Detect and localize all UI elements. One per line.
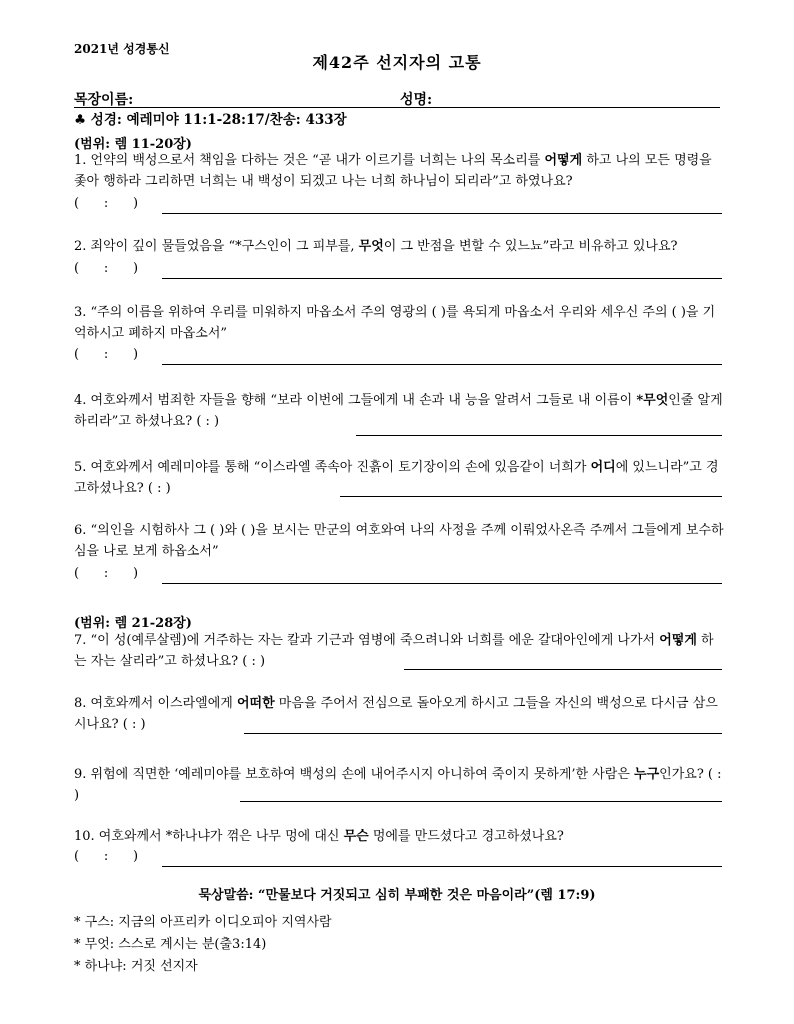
range-label-1: (범위: 렘 11-20장) xyxy=(74,137,192,152)
question-10-keyword: 무슨 xyxy=(343,829,369,844)
answer-6-line[interactable] xyxy=(162,583,722,584)
question-6: 6. “의인을 시험하사 그 ( )와 ( )을 보시는 만군의 여호와여 나의 사정을 주께 이뤄었사온즉 주께서 그들에게 보수하심을 나로 보게 하옵소서” xyxy=(74,523,724,559)
answer-4[interactable] xyxy=(356,418,722,439)
answer-9-line[interactable] xyxy=(240,801,722,802)
question-4: 4. 여호와께서 범죄한 자들을 향해 “보라 이번에 그들에게 내 손과 내 능을 알려서 그들로 내 이름이 *무엇인줄 알게 하리라”고 하셨나요? ( : ) xyxy=(74,393,723,429)
footnotes xyxy=(74,912,332,978)
question-10: 10. 여호와께서 *하나냐가 꺾은 나무 멍에 대신 무슨 멍에를 만드셨다고 경고하셨나요? xyxy=(74,829,564,844)
question-1-keyword: 어떻게 xyxy=(544,153,583,168)
range-label-2: (범위: 렘 21-28장) xyxy=(74,616,192,631)
answer-6-ref: ( : ) xyxy=(74,566,139,581)
answer-7[interactable] xyxy=(404,652,722,673)
answer-5-line[interactable] xyxy=(340,496,722,497)
question-4-keyword: *무엇 xyxy=(636,393,669,408)
answer-2-ref: ( : ) xyxy=(74,261,139,276)
answer-9[interactable] xyxy=(240,784,722,805)
footnote-item: * 무엇: 스스로 계시는 분(출3:14) xyxy=(74,937,267,952)
question-5: 5. 여호와께서 예레미야를 통해 “이스라엘 족속아 진흙이 토기장이의 손에 있음같이 너희가 어디에 있느니라”고 경고하셨나요? ( : ) xyxy=(74,460,719,496)
question-8-keyword: 어떠한 xyxy=(236,696,275,711)
question-9: 9. 위험에 직면한 ‘예레미야를 보호하여 백성의 손에 내어주시지 아니하여 죽이지 못하게’한 사람은 누구인가요? ( : ) xyxy=(74,767,722,803)
meditation-label: 묵상말씀: xyxy=(198,888,254,903)
answer-3[interactable] xyxy=(74,347,722,368)
answer-5[interactable] xyxy=(340,479,722,500)
question-8: 8. 여호와께서 이스라엘에게 어떠한 마음을 주어서 전심으로 돌아오게 하시고 그들을 자신의 백성으로 다시금 삼으시나요? ( : ) xyxy=(74,696,718,732)
question-3: 3. “주의 이름을 위하여 우리를 미워하지 마옵소서 주의 영광의 ( )를 욕되게 마옵소서 우리와 세우신 주의 ( )을 기억하시고 폐하지 마옵소서” xyxy=(74,305,716,341)
question-1: 1. 언약의 백성으로서 책임을 다하는 것은 “곧 내가 이르기를 너희는 나의 목소리를 어떻게 하고 나의 모든 명령을 좇아 행하라 그리하면 너희는 내 백성이 되겠고 나는 너희 하나님이 되리라”고 하였나요? xyxy=(74,153,712,189)
answer-3-ref: ( : ) xyxy=(74,347,139,362)
answer-1-line[interactable] xyxy=(162,213,722,214)
page-title: 제42주 선지자의 고통 xyxy=(312,53,482,72)
answer-1-ref: ( : ) xyxy=(74,196,139,211)
question-2-keyword: 무엇 xyxy=(358,239,384,254)
answer-2-line[interactable] xyxy=(162,278,722,279)
year-label: 2021년 성경통신 xyxy=(74,42,170,56)
answer-2[interactable] xyxy=(74,261,722,282)
answer-1[interactable] xyxy=(74,196,722,217)
person-name-label: 성명: xyxy=(400,92,433,108)
question-5-keyword: 어디 xyxy=(590,460,616,475)
question-7: 7. “이 성(예루살렘)에 거주하는 자는 칼과 기근과 염병에 죽으려니와 너희를 에운 갈대아인에게 나가서 어떻게 하는 자는 살리라”고 하셨나요? ( : ) xyxy=(74,633,714,669)
answer-4-line[interactable] xyxy=(356,435,722,436)
meditation-verse xyxy=(0,884,794,903)
answer-7-line[interactable] xyxy=(404,669,722,670)
question-2: 2. 죄악이 깊이 물들었음을 “*구스인이 그 피부를, 무엇이 그 반점을 변할 수 있느뇨”라고 비유하고 있나요? xyxy=(74,239,678,254)
meditation-text: “만물보다 거짓되고 심히 부패한 것은 마음이라”(렘 17:9) xyxy=(253,888,596,903)
answer-10-ref: ( : ) xyxy=(74,849,139,864)
answer-6[interactable] xyxy=(74,566,722,587)
group-name-label: 목장이름: xyxy=(74,92,134,108)
scripture-line: ♣ 성경: 예레미야 11:1-28:17/찬송: 433장 xyxy=(74,112,347,128)
question-9-keyword: 누구 xyxy=(634,767,660,782)
answer-10-line[interactable] xyxy=(162,866,722,867)
answer-3-line[interactable] xyxy=(162,364,722,365)
name-bar xyxy=(74,89,720,108)
question-7-keyword: 어떻게 xyxy=(659,633,697,648)
footnote-item: * 하나냐: 거짓 선지자 xyxy=(74,959,198,974)
answer-8-line[interactable] xyxy=(244,733,722,734)
answer-8[interactable] xyxy=(244,716,722,737)
footnote-item: * 구스: 지금의 아프리카 이디오피아 지역사람 xyxy=(74,915,332,930)
answer-10[interactable] xyxy=(74,849,722,870)
